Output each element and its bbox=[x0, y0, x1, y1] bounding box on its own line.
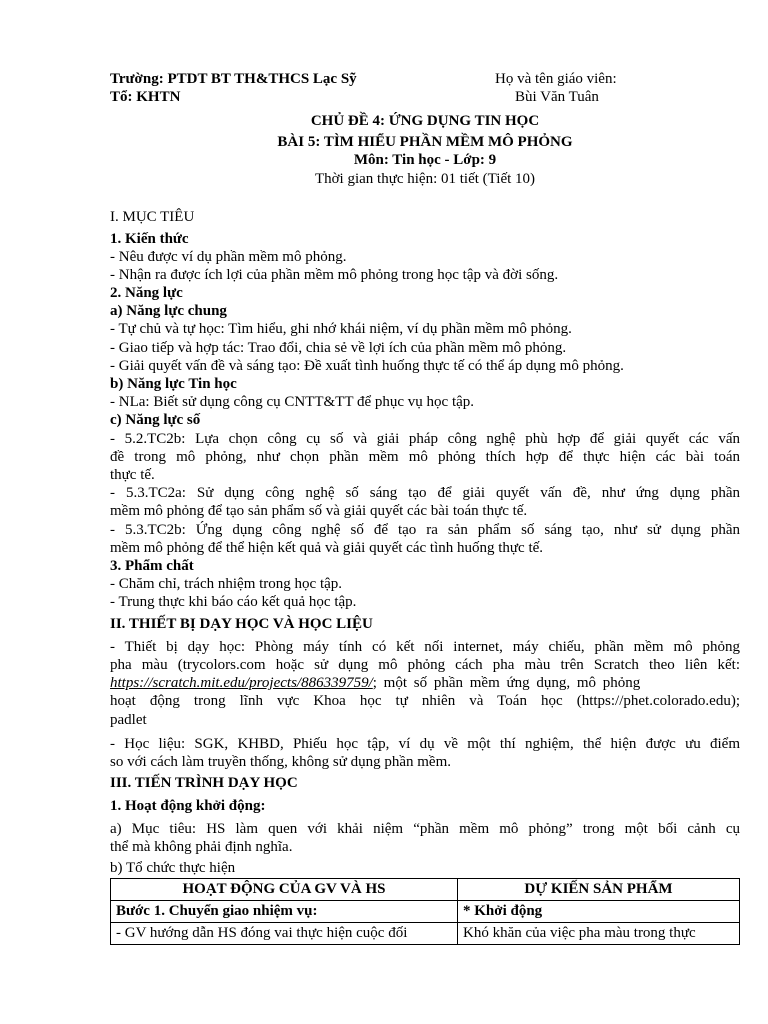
topic-title: CHỦ ĐỀ 4: ỨNG DỤNG TIN HỌC bbox=[310, 113, 540, 129]
scratch-link[interactable]: https://scratch.mit.edu/projects/886339759/ bbox=[110, 675, 373, 691]
knowledge-heading: 1. Kiến thức bbox=[110, 231, 189, 247]
equipment-line: pha màu (trycolors.com hoặc sử dụng mô phỏng cách pha màu trên Scratch theo liên kết: bbox=[110, 657, 740, 673]
table-header-cell: DỰ KIẾN SẢN PHẨM bbox=[458, 879, 740, 901]
lesson-title: BÀI 5: TÌM HIỂU PHẦN MỀM MÔ PHỎNG bbox=[277, 134, 573, 150]
goal-line: thể mà không phải định nghĩa. bbox=[110, 839, 293, 855]
team-name: Tổ: KHTN bbox=[110, 89, 181, 105]
digital-competence-item: - 5.3.TC2b: Ứng dụng công nghệ số để tạo ra sản phẩm số sáng tạo, như sử dụng phần bbox=[110, 522, 740, 538]
competence-heading: 2. Năng lực bbox=[110, 285, 183, 301]
section-1-heading: I. MỤC TIÊU bbox=[110, 209, 195, 225]
quality-item: - Trung thực khi báo cáo kết quả học tập. bbox=[110, 594, 357, 610]
section-2-heading: II. THIẾT BỊ DẠY HỌC VÀ HỌC LIỆU bbox=[110, 616, 373, 632]
general-competence-item: - Tự chủ và tự học: Tìm hiểu, ghi nhớ khái niệm, ví dụ phần mềm mô phỏng. bbox=[110, 321, 572, 337]
table-header-cell: HOẠT ĐỘNG CỦA GV VÀ HS bbox=[111, 879, 458, 901]
digital-competence-item: - 5.3.TC2a: Sử dụng công nghệ số sáng tạo để giải quyết vấn đề, như ứng dụng phần bbox=[110, 485, 740, 501]
digital-competence-item: - 5.2.TC2b: Lựa chọn công cụ số và giải pháp công nghệ phù hợp để giải quyết các vấn bbox=[110, 431, 740, 447]
equipment-line: hoạt động trong lĩnh vực Khoa học tự nhiên và Toán học (https://phet.colorado.edu); bbox=[110, 693, 740, 709]
materials-line: so với cách làm truyền thống, không sử dụng phần mềm. bbox=[110, 754, 452, 770]
section-3-heading: III. TIẾN TRÌNH DẠY HỌC bbox=[110, 775, 298, 791]
table-cell: * Khởi động bbox=[458, 901, 740, 923]
goal-line: a) Mục tiêu: HS làm quen với khải niệm “phần mềm mô phỏng” trong một bối cảnh cụ bbox=[110, 821, 740, 837]
general-competence-item: - Giao tiếp và hợp tác: Trao đổi, chia sẻ về lợi ích của phần mềm mô phỏng. bbox=[110, 340, 567, 356]
knowledge-item: - Nêu được ví dụ phần mềm mô phỏng. bbox=[110, 249, 347, 265]
general-competence-heading: a) Năng lực chung bbox=[110, 303, 227, 319]
table-cell: Bước 1. Chuyển giao nhiệm vụ: bbox=[111, 901, 458, 923]
organization-line: b) Tổ chức thực hiện bbox=[110, 860, 236, 876]
equipment-line-rest: ; một số phần mềm ứng dụng, mô phỏng bbox=[372, 675, 641, 691]
table-cell: - GV hướng dẫn HS đóng vai thực hiện cuộc đối bbox=[111, 923, 458, 945]
it-competence-item: - NLa: Biết sử dụng công cụ CNTT&TT để phục vụ học tập. bbox=[110, 394, 475, 410]
school-name: Trường: PTDT BT TH&THCS Lạc Sỹ bbox=[110, 71, 357, 87]
knowledge-item: - Nhận ra được ích lợi của phần mềm mô phỏng trong học tập và đời sống. bbox=[110, 267, 559, 283]
teacher-label: Họ và tên giáo viên: bbox=[495, 71, 617, 87]
quality-item: - Chăm chỉ, trách nhiệm trong học tập. bbox=[110, 576, 343, 592]
digital-competence-item: mềm mô phỏng để tạo sản phẩm số và giải quyết các bài toán thực tế. bbox=[110, 503, 528, 519]
table-cell: Khó khăn của việc pha màu trong thực bbox=[458, 923, 740, 945]
digital-competence-heading: c) Năng lực số bbox=[110, 412, 201, 428]
digital-competence-item: đề trong mô phỏng, như chọn phần mềm mô phỏng thích hợp để thực hiện các bài toán bbox=[110, 449, 740, 465]
equipment-line: - Thiết bị dạy học: Phòng máy tính có kết nối internet, máy chiếu, phần mềm mô phỏng bbox=[110, 639, 740, 655]
activity-table bbox=[110, 878, 740, 945]
teacher-name: Bùi Văn Tuân bbox=[515, 89, 599, 105]
table-row bbox=[111, 923, 740, 945]
duration-line: Thời gian thực hiện: 01 tiết (Tiết 10) bbox=[314, 171, 536, 187]
digital-competence-item: thực tế. bbox=[110, 467, 155, 483]
it-competence-heading: b) Năng lực Tin học bbox=[110, 376, 237, 392]
digital-competence-item: mềm mô phỏng để thể hiện kết quả và giải quyết các tình huống thực tế. bbox=[110, 540, 544, 556]
quality-heading: 3. Phẩm chất bbox=[110, 558, 194, 574]
activity-heading: 1. Hoạt động khởi động: bbox=[110, 798, 266, 814]
equipment-line bbox=[110, 674, 740, 692]
equipment-line: padlet bbox=[110, 712, 147, 728]
subject-line: Môn: Tin học - Lớp: 9 bbox=[353, 152, 497, 168]
general-competence-item: - Giải quyết vấn đề và sáng tạo: Đề xuất tình huống thực tế có thể áp dụng mô phỏng. bbox=[110, 358, 624, 374]
materials-line: - Học liệu: SGK, KHBD, Phiếu học tập, ví dụ về một thí nghiệm, thể hiện được ưu điểm bbox=[110, 736, 740, 752]
table-row bbox=[111, 901, 740, 923]
table-header-row bbox=[111, 879, 740, 901]
